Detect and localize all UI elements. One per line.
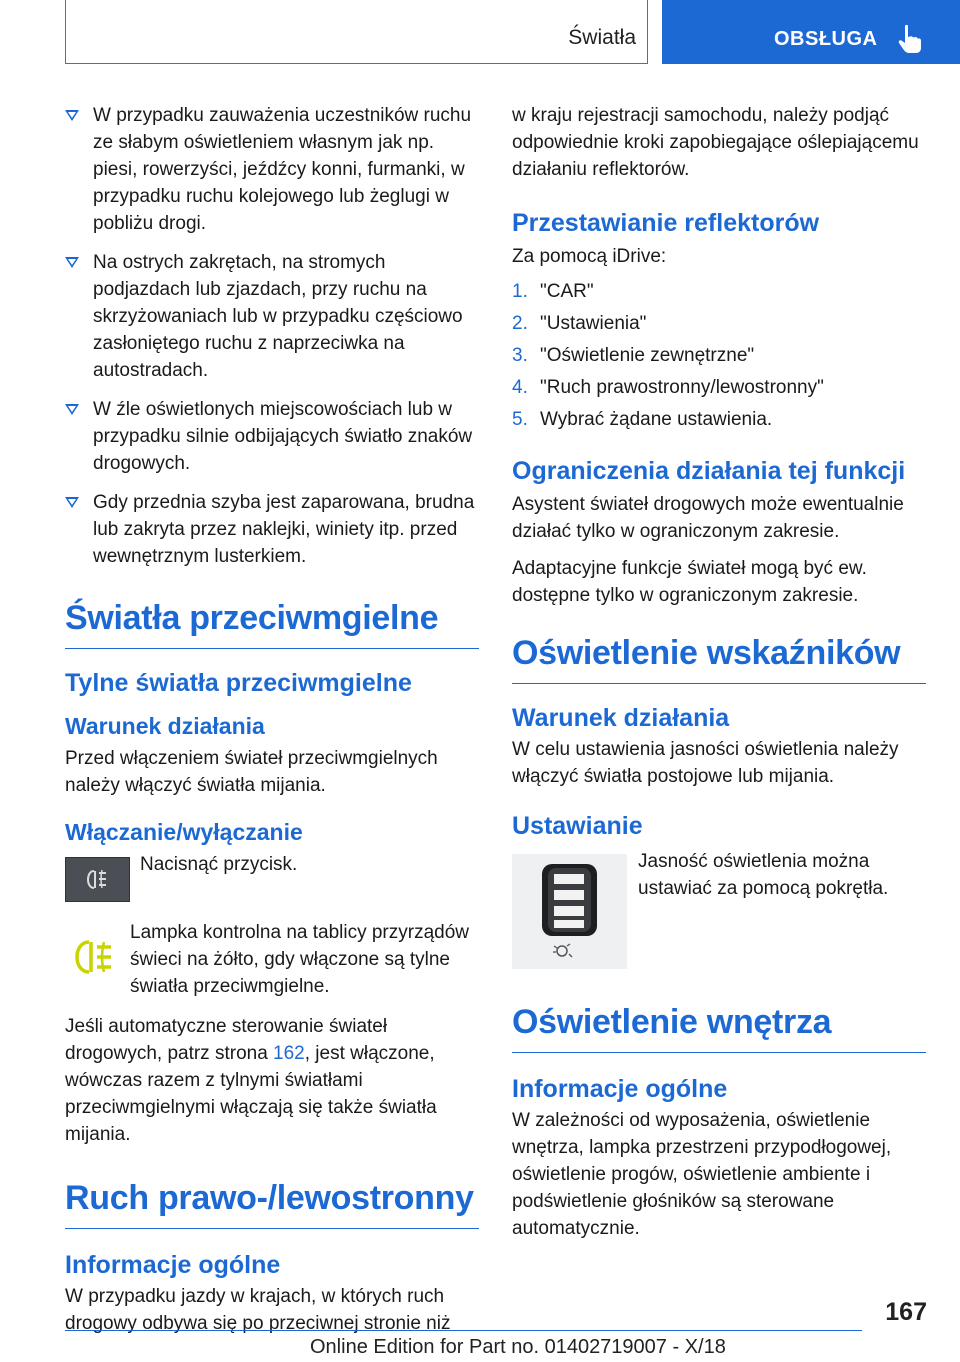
right-column: [512, 102, 926, 1252]
instrument-condition-heading: Warunek działania: [512, 704, 730, 732]
list-item: 1. "CAR": [512, 281, 594, 302]
pointing-hand-icon: [898, 24, 922, 54]
setting-text: Jasność oświetlenia można ustawiać za pomocą pokrętła.: [638, 851, 889, 899]
traffic-heading: Ruch prawo-/lewostronny: [65, 1178, 479, 1229]
setting-heading: Ustawianie: [512, 812, 643, 840]
list-item: 4. "Ruch prawostronny/lewostronny": [512, 377, 824, 398]
list-item: 3. "Oświetlenie zewnętrzne": [512, 345, 755, 366]
page-number: 167: [885, 1298, 927, 1326]
list-item: Gdy przednia szyba jest zaparowana, brudna lub zakryta przez naklejki, winiety itp. przed wewnętrznym lusterkiem.: [65, 489, 479, 570]
continuation-text: w kraju rejestracji samochodu, należy podjąć odpowiednie kroki zapobiegające oślepiającemu działaniu reflektorów.: [512, 105, 919, 180]
limits-text-2: Adaptacyjne funkcje świateł mogą być ew. dostępne tylko w ograniczonym zakresie.: [512, 558, 867, 606]
list-item: W przypadku zauważenia uczestników ruchu ze słabym oświetleniem własnym jak np. piesi, rowerzyści, jeźdźcy konni, furmanki, w przypadku ruchu kolejowego lub żeglugi w pobliżu drogi.: [65, 102, 479, 237]
indicator-lamp-row: [65, 919, 479, 1003]
triangle-bullet-icon: [65, 110, 79, 121]
limits-text-1: Asystent świateł drogowych może ewentualnie działać tylko w ograniczonym zakresie.: [512, 494, 904, 542]
adjust-headlights-heading: Przestawianie reflektorów: [512, 209, 820, 237]
edition-text: Online Edition for Part no. 01402719007 - X/18: [310, 1336, 726, 1358]
dimmer-wheel-icon: [512, 854, 627, 969]
triangle-bullet-icon: [65, 497, 79, 508]
fog-lights-heading: Światła przeciwmgielne: [65, 598, 479, 649]
instrument-condition-text: W celu ustawienia jasności oświetlenia należy włączyć światła postojowe lub mijania.: [512, 739, 899, 787]
idrive-text: Za pomocą iDrive:: [512, 246, 667, 267]
header-chapter-tab[interactable]: [662, 0, 960, 64]
page-link[interactable]: 162: [273, 1043, 305, 1064]
rear-fog-indicator-icon: [65, 937, 125, 977]
lamp-text: Lampka kontrolna na tablicy przyrządów świeci na żółto, gdy włączone są tylne światła przeciwmgielne.: [130, 922, 470, 997]
steps-list: [512, 278, 926, 433]
interior-general-heading: Informacje ogólne: [512, 1075, 728, 1103]
list-item: 5. Wybrać żądane ustawienia.: [512, 409, 773, 430]
list-item: 2. "Ustawienia": [512, 313, 647, 334]
rear-fog-heading: Tylne światła przeciwmgielne: [65, 669, 412, 697]
press-button-text: Nacisnąć przycisk.: [140, 854, 298, 875]
header-section-title: Światła: [568, 26, 636, 49]
condition-heading: Warunek działania: [65, 713, 265, 739]
footer-divider: [65, 1330, 862, 1331]
instrument-lighting-heading: Oświetlenie wskaźników: [512, 633, 926, 684]
general-heading: Informacje ogólne: [65, 1251, 281, 1279]
on-off-heading: Włączanie/wyłączanie: [65, 819, 303, 845]
dimmer-row: [512, 848, 926, 974]
triangle-bullet-icon: [65, 404, 79, 415]
condition-text: Przed włączeniem świateł przeciwmgielnych należy włączyć światła mijania.: [65, 748, 438, 796]
header-tab: [65, 0, 648, 64]
interior-lighting-heading: Oświetlenie wnętrza: [512, 1002, 926, 1053]
fog-button-image: [65, 857, 130, 902]
left-column: [65, 102, 479, 1347]
interior-text: W zależności od wyposażenia, oświetlenie wnętrza, lampka przestrzeni przypodłogowej, oświetlenie progów, oświetlenie ambiente i podświetlenie głośników są sterowane automatycznie.: [512, 1110, 892, 1239]
list-item: Na ostrych zakrętach, na stromych podjazdach lub zjazdach, przy ruchu na skrzyżowaniach lub w przypadku częściowo zasłoniętego ruchu z naprzeciwka na autostradach.: [65, 249, 479, 384]
dimmer-wheel-image: [512, 854, 627, 969]
fog-button-row: [65, 851, 479, 911]
auto-text: Jeśli automatyczne sterowanie świateł drogowych, patrz strona 162, jest włączone, wówczas razem z tylnymi światłami przeciwmgielnymi włączają się także światła mijania.: [65, 1016, 437, 1145]
triangle-bullet-icon: [65, 257, 79, 268]
header-chapter-label: OBSŁUGA: [774, 28, 878, 50]
limits-heading: Ograniczenia działania tej funkcji: [512, 457, 906, 485]
list-item: W źle oświetlonych miejscowościach lub w przypadku silnie odbijających światło znaków drogowych.: [65, 396, 479, 477]
general-text: W przypadku jazdy w krajach, w których ruch drogowy odbywa się po przeciwnej stronie niż: [65, 1286, 451, 1334]
rear-fog-icon: [66, 858, 129, 901]
